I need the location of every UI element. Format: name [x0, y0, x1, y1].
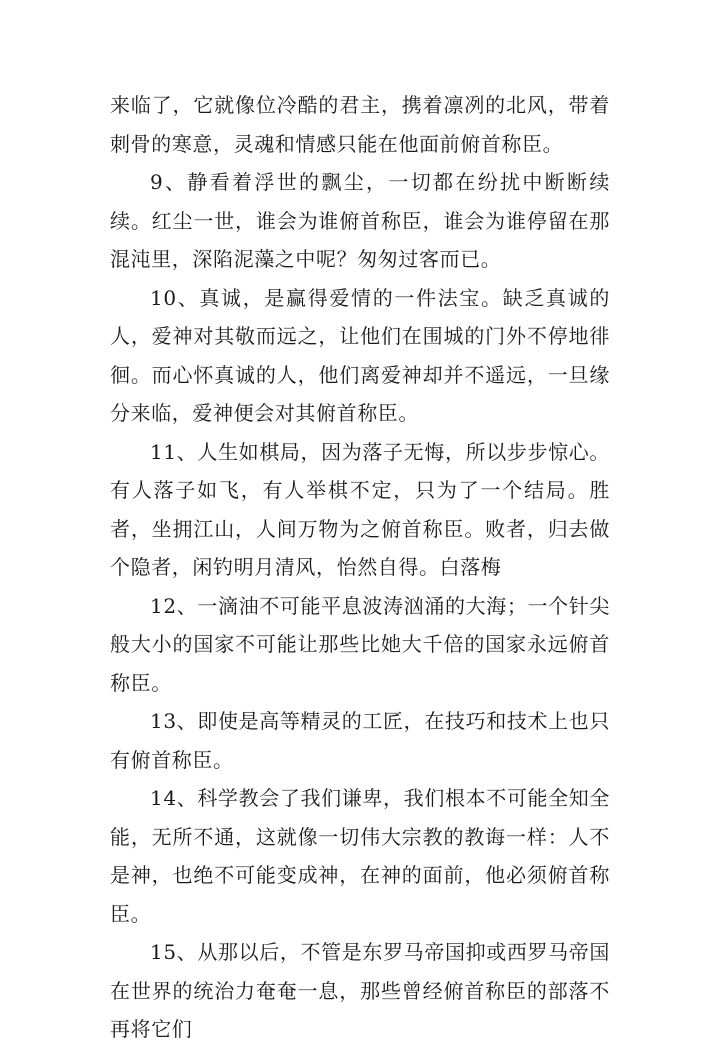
paragraph-item-13: 13、即使是高等精灵的工匠，在技巧和技术上也只有俯首称臣。: [110, 709, 610, 772]
document-body: [110, 86, 610, 1049]
paragraph-item-9: 9、静看着浮世的飘尘，一切都在纷扰中断断续续。红尘一世，谁会为谁俯首称臣，谁会为谁停留在那混沌里，深陷泥藻之中呢？匆匆过客而已。: [110, 170, 610, 271]
paragraph-item-14: 14、科学教会了我们谦卑，我们根本不可能全知全能，无所不通，这就像一切伟大宗教的教诲一样：人不是神，也绝不可能变成神，在神的面前，他必须俯首称臣。: [110, 786, 610, 926]
paragraph-item-12: 12、一滴油不可能平息波涛汹涌的大海；一个针尖般大小的国家不可能让那些比她大千倍的国家永远俯首称臣。: [110, 593, 610, 695]
paragraph-continuation: 来临了，它就像位冷酷的君主，携着凛冽的北风，带着刺骨的寒意，灵魂和情感只能在他面前俯首称臣。: [110, 93, 610, 156]
paragraph-item-11: 11、人生如棋局，因为落子无悔，所以步步惊心。有人落子如飞，有人举棋不定，只为了一个结局。胜者，坐拥江山，人间万物为之俯首称臣。败者，归去做个隐者，闲钓明月清风，怡然自得。白落梅: [110, 439, 610, 579]
paragraph-item-10: 10、真诚，是赢得爱情的一件法宝。缺乏真诚的人，爱神对其敬而远之，让他们在围城的门外不停地徘徊。而心怀真诚的人，他们离爱神却并不遥远，一旦缘分来临，爱神便会对其俯首称臣。: [110, 285, 610, 425]
paragraph-item-15: 15、从那以后，不管是东罗马帝国抑或西罗马帝国在世界的统治力奄奄一息，那些曾经俯首称臣的部落不再将它们: [110, 940, 610, 1041]
